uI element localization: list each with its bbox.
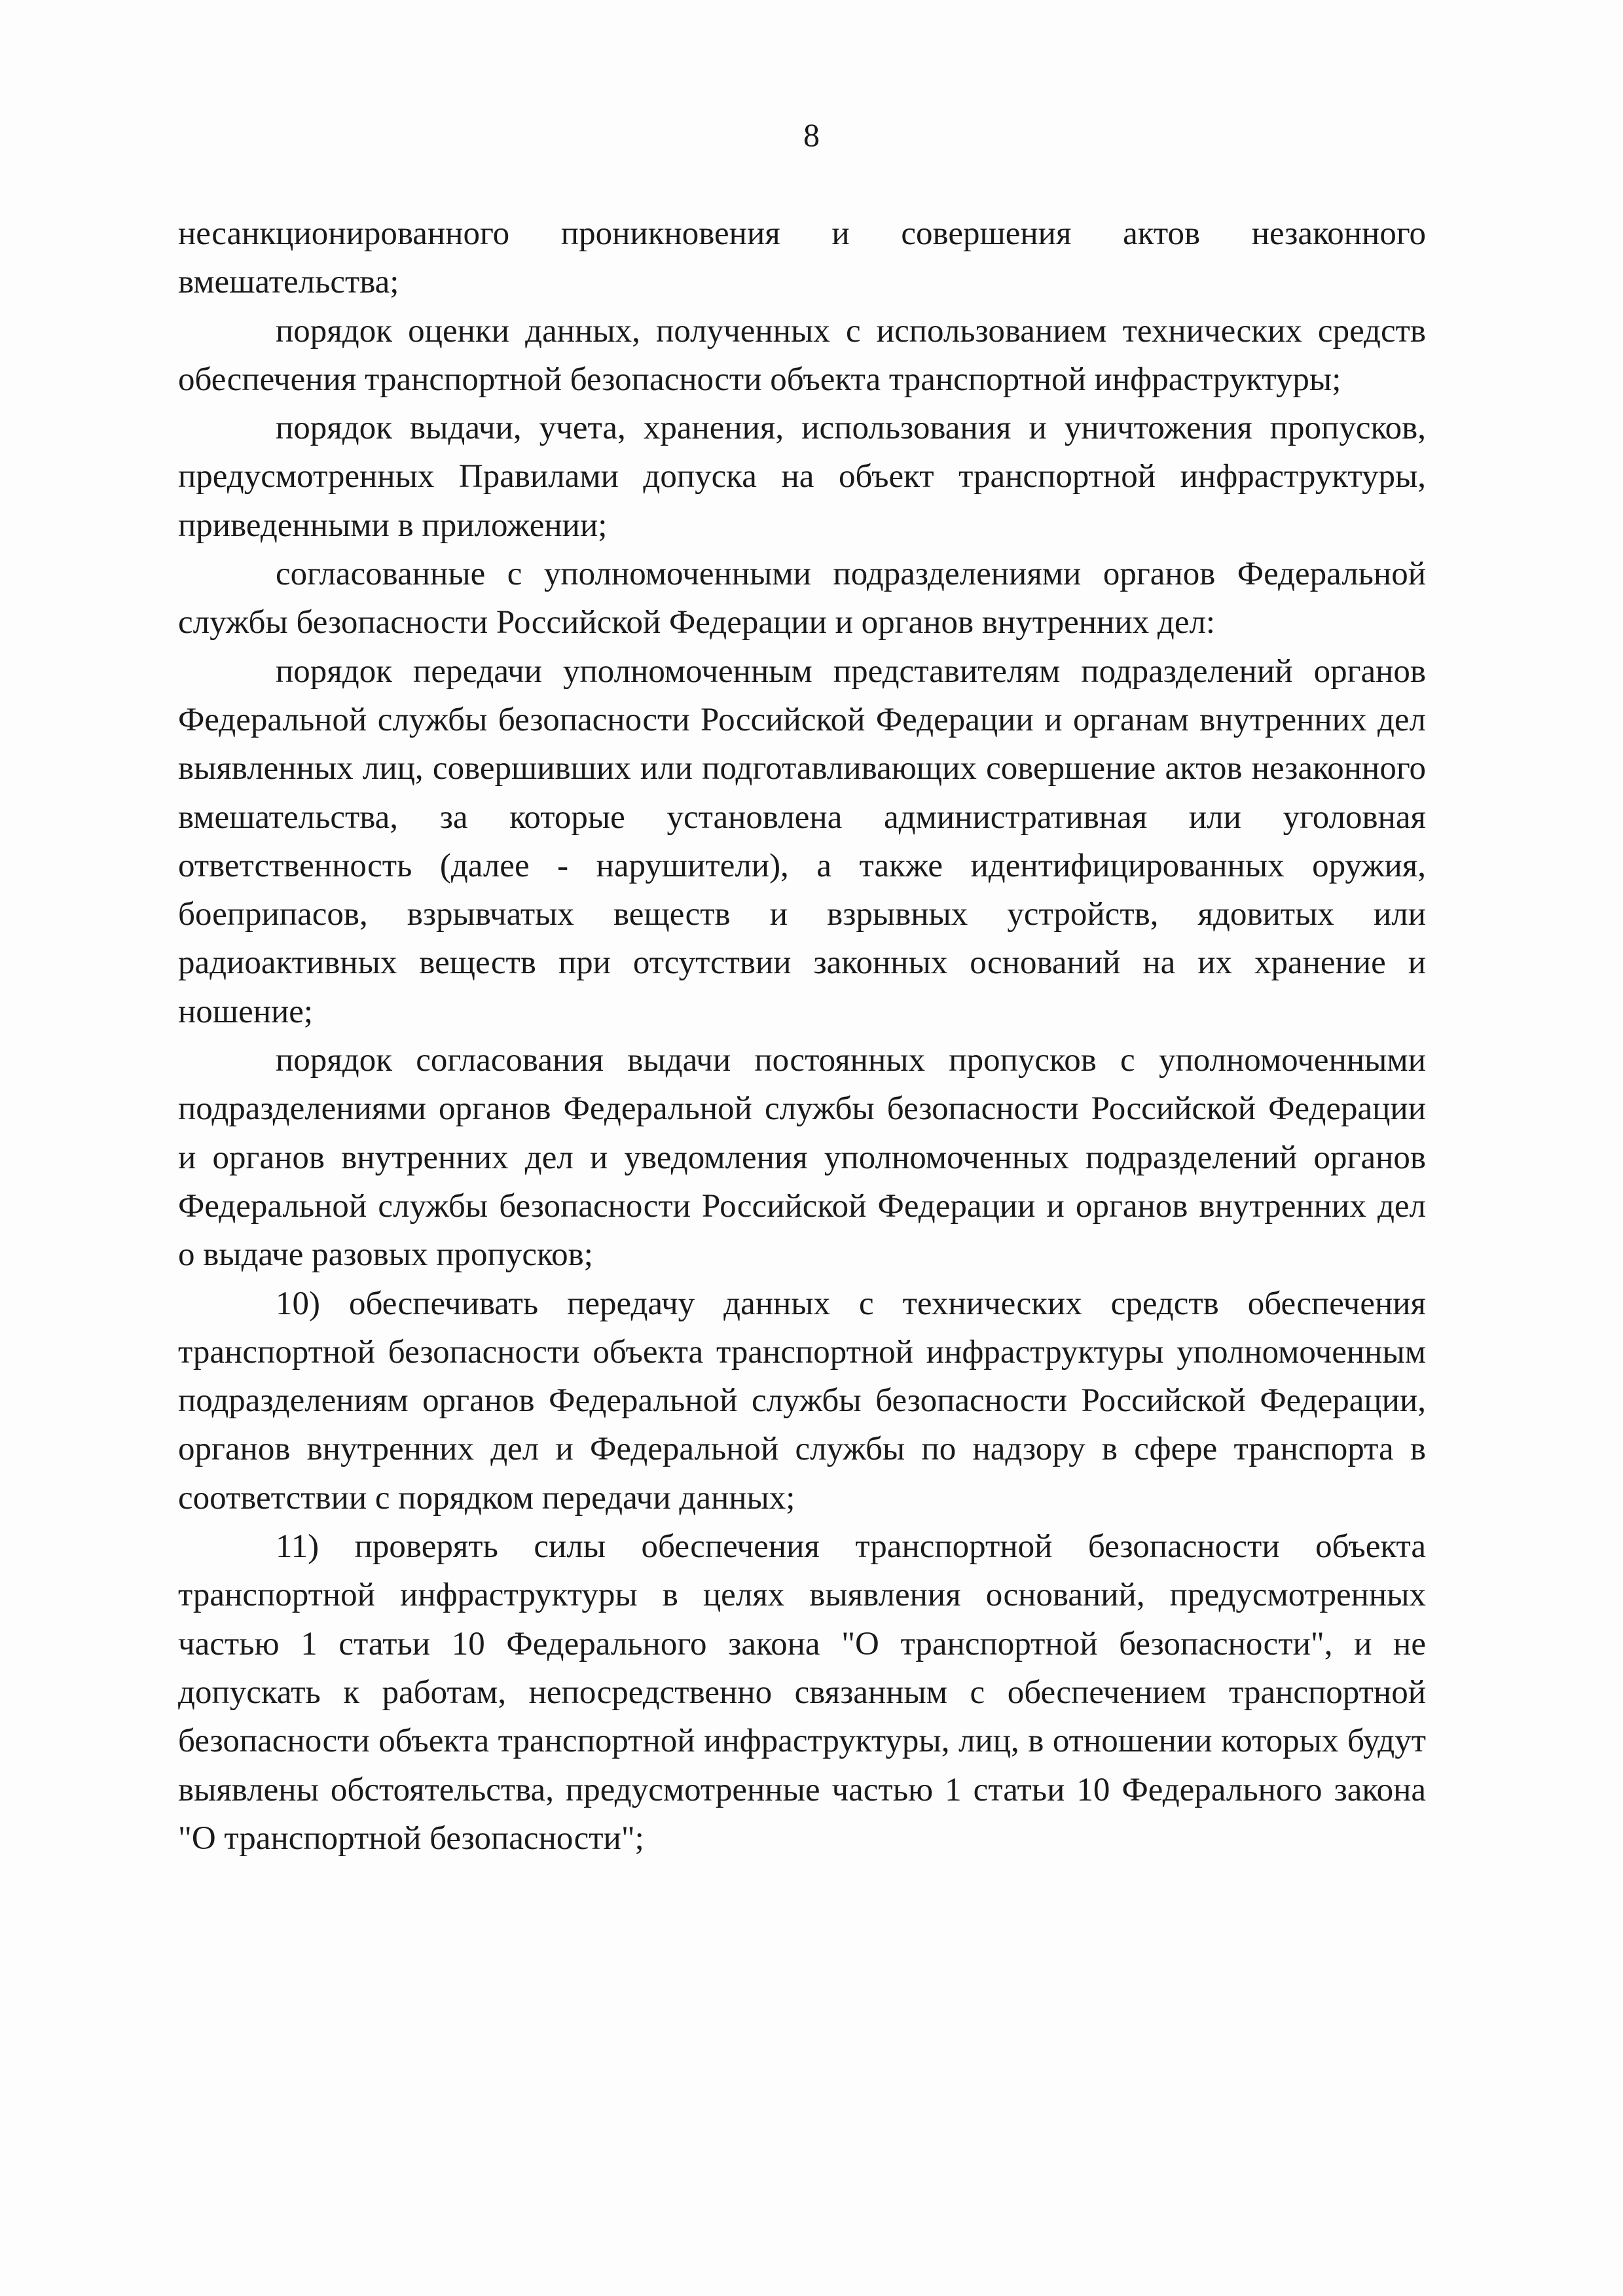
page-number: 8 [803, 117, 820, 153]
paragraph: порядок передачи уполномоченным представителям подразделений органов Федеральной службы безопасности Российской Федерации и органам внутренних дел выявленных лиц, совершивших или подготавливающих совершение актов незаконного вмешательства, за которые установлена административная или уголовная ответственность (далее - нарушители), а также идентифицированных оружия, боеприпасов, взрывчатых веществ и взрывных устройств, ядовитых или радиоактивных веществ при отсутствии законных оснований на их хранение и ношение; [178, 653, 1426, 1030]
paragraph: порядок согласования выдачи постоянных пропусков с уполномоченными подразделениями органов Федеральной службы безопасности Российской Федерации и органов внутренних дел и уведомления уполномоченных подразделений органов Федеральной службы безопасности Российской Федерации и органов внутренних дел о выдаче разовых пропусков; [178, 1042, 1426, 1274]
paragraph: порядок выдачи, учета, хранения, использования и уничтожения пропусков, предусмотренных Правилами допуска на объект транспортной инфраструктуры, приведенными в приложении; [178, 410, 1426, 544]
paragraph: 10) обеспечивать передачу данных с технических средств обеспечения транспортной безопасности объекта транспортной инфраструктуры уполномоченным подразделениям органов Федеральной службы безопасности Российской Федерации, органов внутренних дел и Федеральной службы по надзору в сфере транспорта в соответствии с порядком передачи данных; [178, 1285, 1426, 1516]
paragraph: согласованные с уполномоченными подразделениями органов Федеральной службы безопасности Российской Федерации и органов внутренних дел: [178, 556, 1426, 641]
paragraph: порядок оценки данных, полученных с использованием технических средств обеспечения транспортной безопасности объекта транспортной инфраструктуры; [178, 312, 1426, 398]
paragraph: несанкционированного проникновения и совершения актов незаконного вмешательства; [178, 215, 1426, 301]
paragraph: 11) проверять силы обеспечения транспортной безопасности объекта транспортной инфраструктуры в целях выявления оснований, предусмотренных частью 1 статьи 10 Федерального закона "О транспортной безопасности", и не допускать к работам, непосредственно связанным с обеспечением транспортной безопасности объекта транспортной инфраструктуры, лиц, в отношении которых будут выявлены обстоятельства, предусмотренные частью 1 статьи 10 Федерального закона "О транспортной безопасности"; [178, 1528, 1426, 1857]
document-body [178, 209, 1426, 1863]
